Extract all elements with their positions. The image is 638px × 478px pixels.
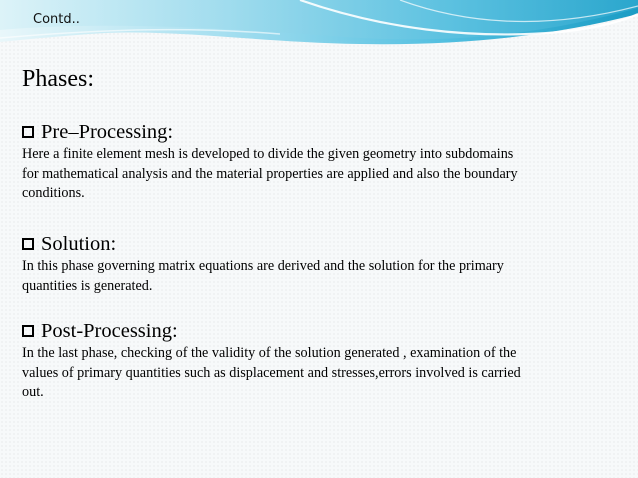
section-body bbox=[22, 145, 602, 204]
section-heading bbox=[22, 318, 602, 344]
body-line: out. bbox=[22, 384, 44, 400]
section-heading-text: Solution: bbox=[41, 233, 117, 255]
checkbox-bullet-icon bbox=[22, 325, 34, 337]
header-wave-banner bbox=[0, 0, 638, 50]
body-line: conditions. bbox=[22, 185, 85, 201]
checkbox-bullet-icon bbox=[22, 126, 34, 138]
body-line: In this phase governing matrix equations are derived and the solution for the primary bbox=[22, 258, 504, 274]
section-body bbox=[22, 344, 602, 403]
section-pre-processing bbox=[22, 119, 602, 204]
section-heading bbox=[22, 119, 602, 145]
page-title: Phases: bbox=[22, 66, 94, 92]
body-line: quantities is generated. bbox=[22, 277, 153, 294]
header-label: Contd.. bbox=[33, 12, 80, 27]
checkbox-bullet-icon bbox=[22, 238, 34, 250]
body-line: for mathematical analysis and the material properties are applied and also the boundary bbox=[22, 165, 518, 182]
section-heading-text: Pre–Processing: bbox=[41, 121, 174, 143]
section-body bbox=[22, 257, 602, 296]
body-line: values of primary quantities such as displacement and stresses,errors involved is carried bbox=[22, 364, 521, 381]
section-heading bbox=[22, 231, 602, 257]
body-line: Here a finite element mesh is developed to divide the given geometry into subdomains bbox=[22, 146, 514, 162]
section-heading-text: Post-Processing: bbox=[41, 320, 178, 342]
section-solution bbox=[22, 231, 602, 296]
body-line: In the last phase, checking of the validity of the solution generated , examination of the bbox=[22, 345, 517, 361]
section-post-processing bbox=[22, 318, 602, 403]
